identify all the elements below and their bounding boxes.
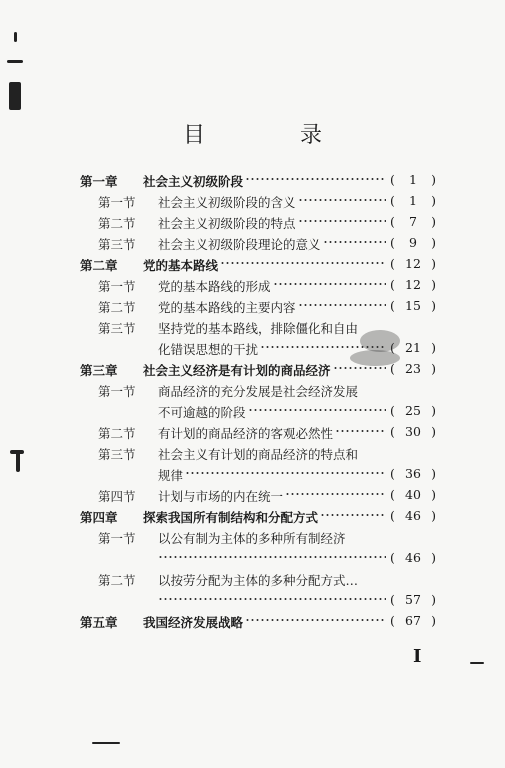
toc-entry-title: 社会主义初级阶段的特点: [158, 216, 296, 231]
toc-entry-title: 社会主义初级阶段理论的意义: [158, 237, 321, 252]
toc-section-row: [80, 191, 440, 212]
toc-section-row: [80, 464, 440, 485]
scan-smudge: [350, 350, 400, 366]
toc-entry-title: 有计划的商品经济的客观必然性: [158, 426, 334, 441]
toc-section-row: [80, 569, 440, 590]
dot-leader: [323, 241, 386, 243]
toc-section-row: [80, 212, 440, 233]
toc-entry-title: 社会主义初级阶段: [143, 174, 244, 189]
scan-mark: [470, 662, 484, 664]
toc-page-number: ( 7 ): [390, 214, 436, 229]
toc-page-number: ( 12 ): [390, 256, 436, 271]
dot-leader: [185, 472, 386, 474]
toc-entry-label: 第一节: [98, 531, 136, 546]
dot-leader: [245, 619, 386, 621]
page-title: 目 录: [183, 123, 366, 148]
dot-leader: [298, 199, 386, 201]
dot-leader: [158, 556, 386, 558]
toc-section-row: [80, 296, 440, 317]
toc-entry-label: 第五章: [80, 615, 118, 630]
scan-mark: [9, 82, 21, 110]
toc-page-number: ( 21 ): [390, 340, 436, 355]
scan-mark: [16, 452, 20, 472]
toc-page-number: ( 57 ): [390, 592, 436, 607]
toc-entry-title: 商品经济的充分发展是社会经济发展: [158, 384, 359, 399]
page-folio: I: [413, 646, 422, 667]
toc-entry-label: 第三节: [98, 237, 136, 252]
dot-leader: [298, 304, 386, 306]
dot-leader: [245, 178, 386, 180]
toc-page-number: ( 9 ): [390, 235, 436, 250]
toc-page-number: ( 15 ): [390, 298, 436, 313]
dot-leader: [298, 220, 386, 222]
toc-entry-title: 社会主义经济是有计划的商品经济: [143, 363, 331, 378]
toc-entry-title: 以公有制为主体的多种所有制经济: [158, 531, 346, 546]
toc-chapter-row: [80, 506, 440, 527]
toc-entry-label: 第一节: [98, 384, 136, 399]
toc-section-row: [80, 422, 440, 443]
toc-entry-label: 第二节: [98, 300, 136, 315]
dot-leader: [158, 598, 386, 600]
toc-entry-label: 第三节: [98, 321, 136, 336]
toc-entry-label: 第二节: [98, 216, 136, 231]
toc-entry-title: 规律: [158, 468, 184, 483]
toc-entry-title: 党的基本路线的形成: [158, 279, 271, 294]
dot-leader: [248, 409, 386, 411]
toc-page-number: ( 25 ): [390, 403, 436, 418]
toc-section-row: [80, 548, 440, 569]
toc-entry-title: 计划与市场的内在统一: [158, 489, 284, 504]
dot-leader: [335, 430, 386, 432]
dot-leader: [220, 262, 386, 264]
toc-page-number: ( 46 ): [390, 508, 436, 523]
toc-entry-title: 社会主义有计划的商品经济的特点和: [158, 447, 359, 462]
dot-leader: [333, 367, 386, 369]
toc-page-number: ( 40 ): [390, 487, 436, 502]
scan-mark: [92, 742, 120, 744]
table-of-contents: [80, 170, 440, 632]
toc-entry-title: 坚持党的基本路线，排除僵化和自由: [158, 321, 359, 336]
toc-entry-title: 我国经济发展战略: [143, 615, 244, 630]
scan-smudge: [360, 330, 400, 352]
toc-chapter-row: [80, 254, 440, 275]
toc-entry-label: 第二节: [98, 573, 136, 588]
toc-entry-title: 化错误思想的干扰: [158, 342, 259, 357]
toc-entry-label: 第一节: [98, 195, 136, 210]
toc-entry-title: 党的基本路线: [143, 258, 219, 273]
toc-section-row: [80, 590, 440, 611]
dot-leader: [273, 283, 386, 285]
scan-mark: [14, 32, 17, 42]
toc-page-number: ( 36 ): [390, 466, 436, 481]
toc-chapter-row: [80, 170, 440, 191]
toc-page-number: ( 67 ): [390, 613, 436, 628]
toc-entry-label: 第一章: [80, 174, 118, 189]
toc-entry-label: 第三节: [98, 447, 136, 462]
dot-leader: [320, 514, 386, 516]
toc-page-number: ( 46 ): [390, 550, 436, 565]
toc-entry-title: 探索我国所有制结构和分配方式: [143, 510, 319, 525]
toc-section-row: [80, 527, 440, 548]
toc-entry-label: 第四章: [80, 510, 118, 525]
toc-entry-title: 以按劳分配为主体的多种分配方式…: [158, 573, 359, 588]
scan-mark: [7, 60, 23, 63]
toc-entry-title: 社会主义初级阶段的含义: [158, 195, 296, 210]
toc-entry-title: 党的基本路线的主要内容: [158, 300, 296, 315]
toc-entry-label: 第一节: [98, 279, 136, 294]
toc-page-number: ( 1 ): [390, 193, 436, 208]
toc-page-number: ( 1 ): [390, 172, 436, 187]
toc-entry-label: 第二节: [98, 426, 136, 441]
toc-chapter-row: [80, 611, 440, 632]
toc-entry-label: 第三章: [80, 363, 118, 378]
toc-section-row: [80, 380, 440, 401]
toc-entry-label: 第二章: [80, 258, 118, 273]
toc-entry-label: 第四节: [98, 489, 136, 504]
toc-section-row: [80, 275, 440, 296]
toc-page-number: ( 23 ): [390, 361, 436, 376]
dot-leader: [285, 493, 386, 495]
toc-section-row: [80, 443, 440, 464]
toc-section-row: [80, 401, 440, 422]
toc-section-row: [80, 485, 440, 506]
toc-page-number: ( 12 ): [390, 277, 436, 292]
toc-section-row: [80, 233, 440, 254]
toc-page-number: ( 30 ): [390, 424, 436, 439]
toc-entry-title: 不可逾越的阶段: [158, 405, 246, 420]
